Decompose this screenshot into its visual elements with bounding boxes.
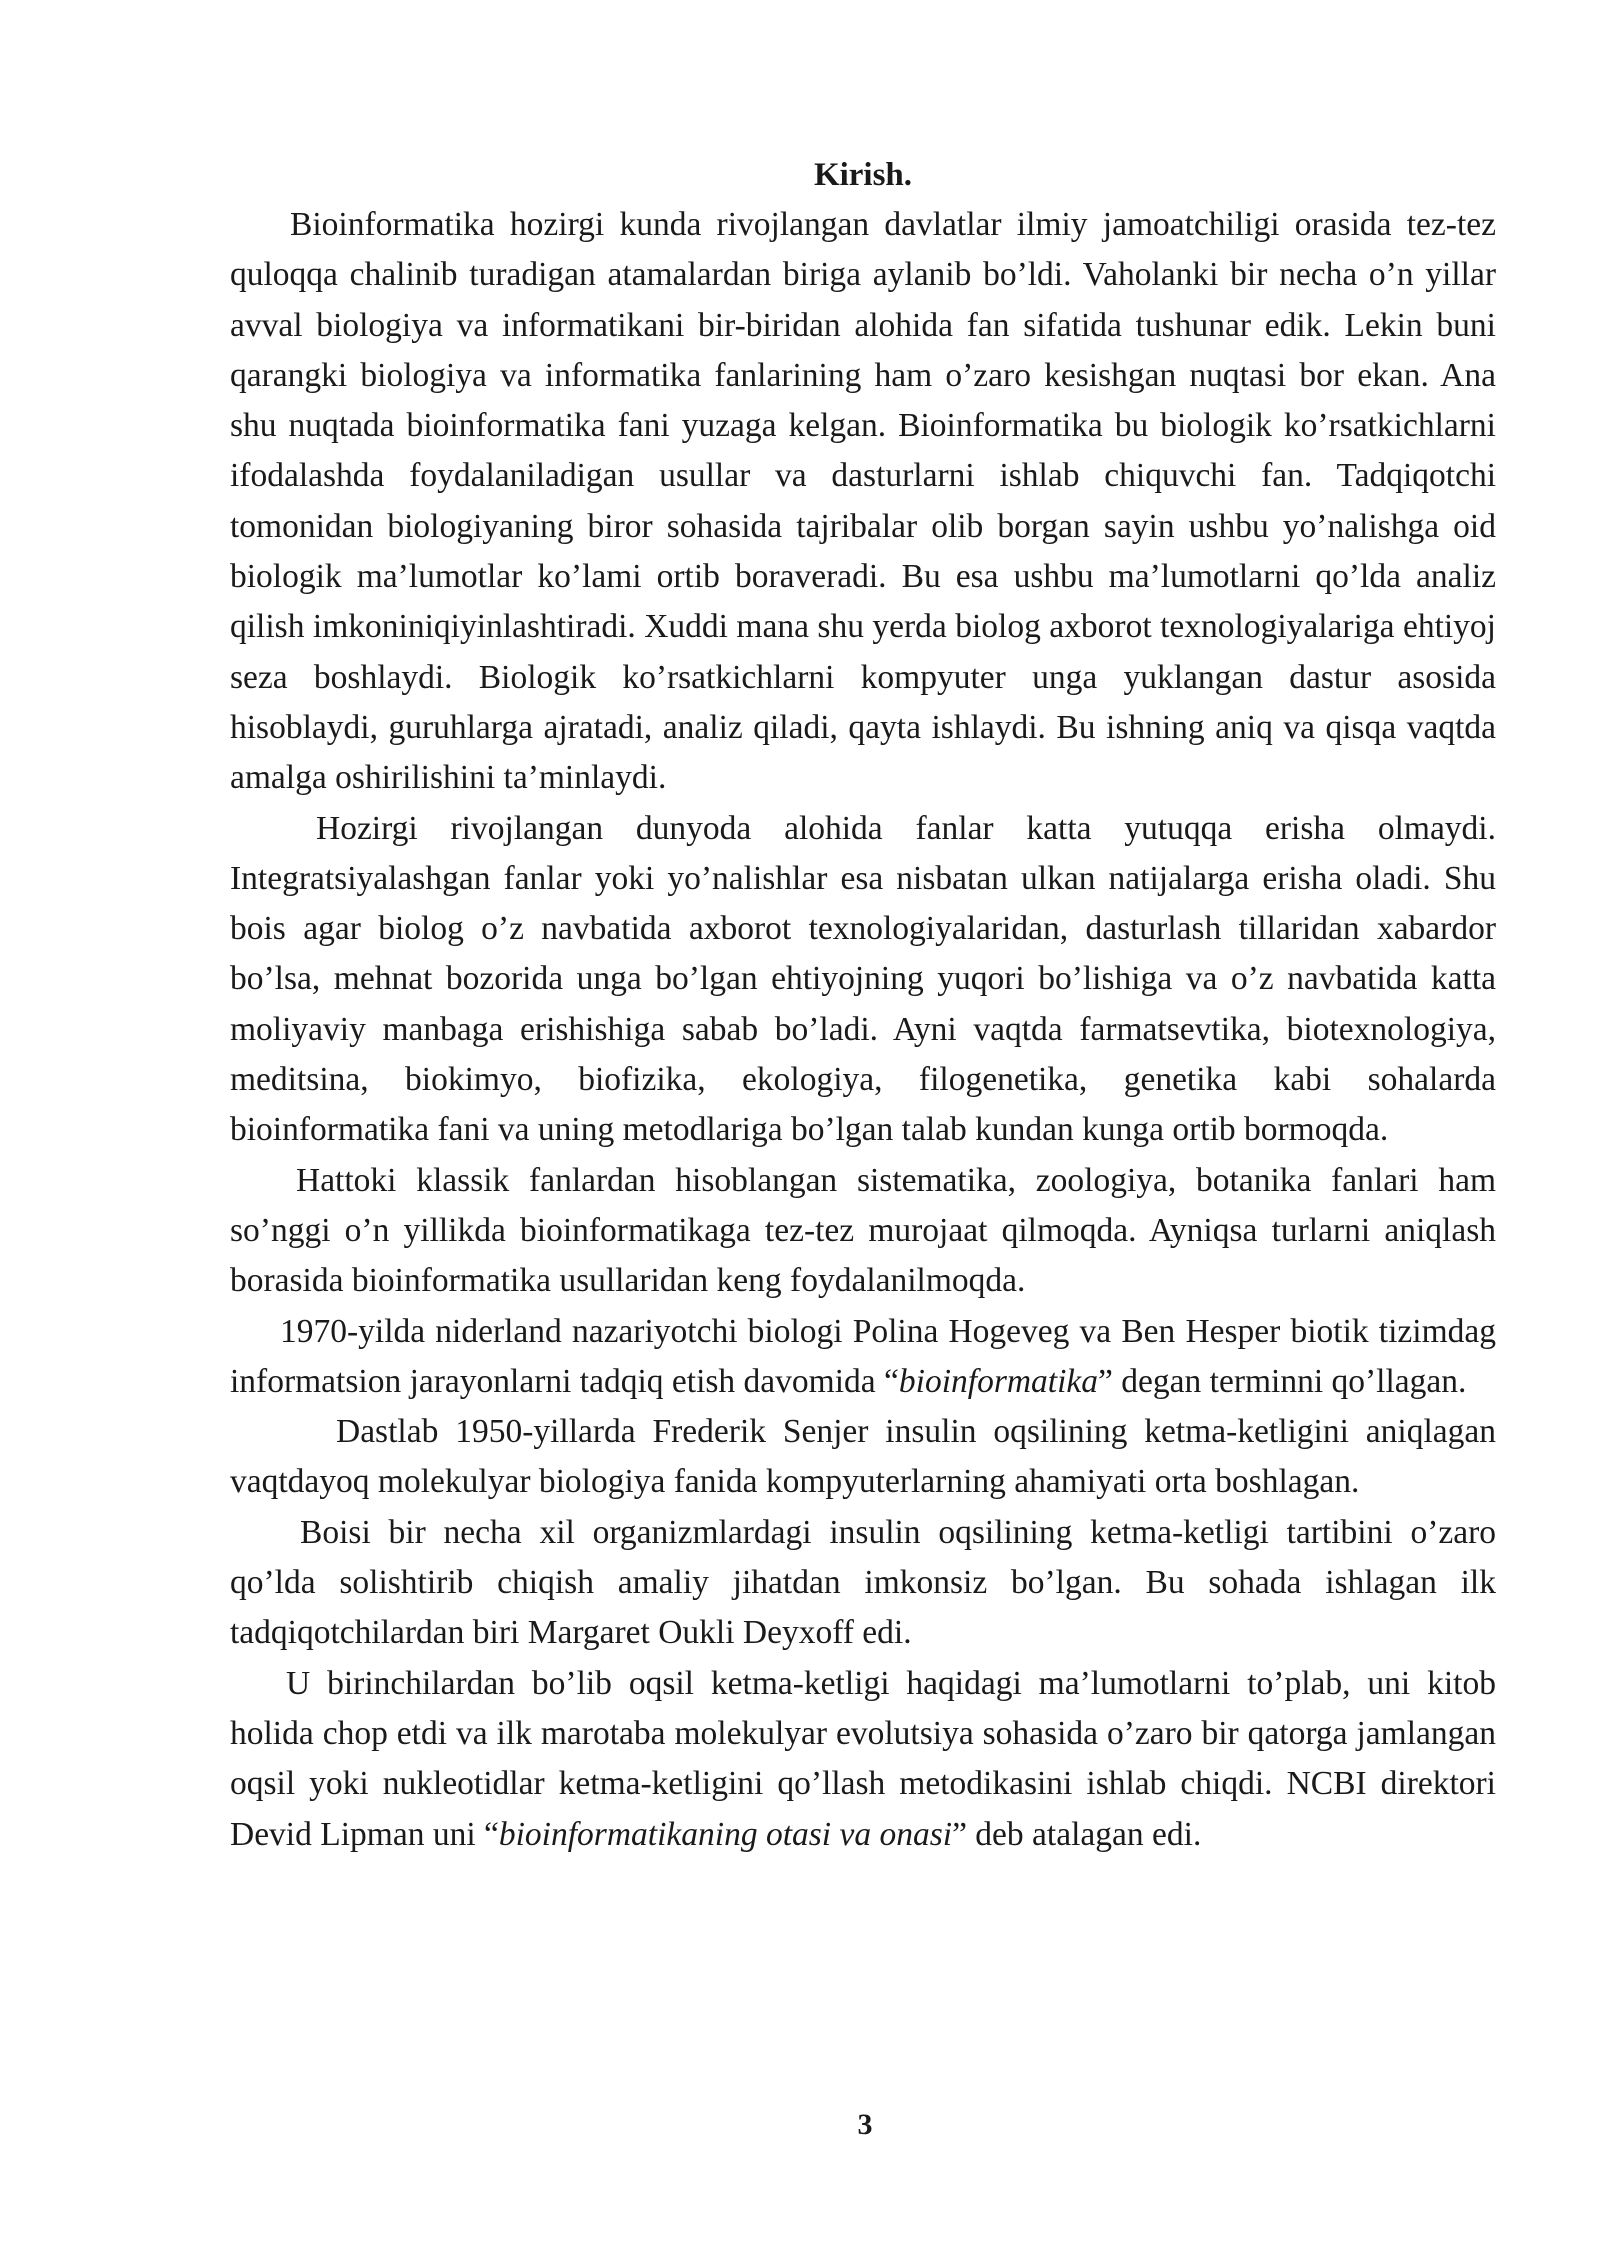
paragraph-7-text-end: ” deb atalagan edi. [952, 1815, 1202, 1853]
page-content [230, 150, 1496, 1860]
paragraph-4 [230, 1307, 1496, 1408]
paragraph-7-text-start: U birinchilardan bo’lib oqsil ketma-ketligi haqidagi ma’lumotlarni to’plab, uni kitob holida chop etdi va ilk marotaba molekulyar evolutsiya sohasida o’zaro bir qatorga jamlangan oqsil yoki nukleotidlar ketma-ketligini qo’llash metodikasini ishlab chiqdi. NCBI direktori Devid Lipman uni “ [230, 1664, 1496, 1853]
page-title: Kirish. [813, 157, 913, 193]
paragraph-3: Hattoki klassik fanlardan hisoblangan sistematika, zoologiya, botanika fanlari ham so’nggi o’n yillikda bioinformatikaga tez-tez murojaat qilmoqda. Ayniqsa turlarni aniqlash borasida bioinformatika usullaridan keng foydalanilmoqda. [230, 1161, 1496, 1300]
page-number [65, 2105, 1600, 2145]
paragraph-2: Hozirgi rivojlangan dunyoda alohida fanlar katta yutuqqa erisha olmaydi. Integratsiyalashgan fanlar yoki yo’nalishlar esa nisbatan ulkan natijalarga erisha oladi. Shu bois agar biolog o’z navbatida axborot texnologiyalaridan, dasturlash tillaridan xabardor bo’lsa, mehnat bozorida unga bo’lgan ehtiyojning yuqori bo’lishiga va o’z navbatida katta moliyaviy manbaga erishishiga sabab bo’ladi. Ayni vaqtda farmatsevtika, biotexnologiya, meditsina, biokimyo, biofizika, ekologiya, filogenetika, genetika kabi sohalarda bioinformatika fani va uning metodlariga bo’lgan talab kundan kunga ortib bormoqda. [230, 809, 1496, 1149]
paragraph-4-text-start: 1970-yilda niderland nazariyotchi biologi Polina Hogeveg va Ben Hesper biotik tizimdag informatsion jarayonlarni tadqiq etish davomida “ [230, 1312, 1496, 1400]
paragraph-6: Boisi bir necha xil organizmlardagi insulin oqsilining ketma-ketligi tartibini o’zaro qo’lda solishtirib chiqish amaliy jihatdan imkonsiz bo’lgan. Bu sohada ishlagan ilk tadqiqotchilardan biri Margaret Oukli Deyxoff edi. [230, 1513, 1496, 1652]
page-number-value: 3 [857, 2108, 873, 2141]
paragraph-5: Dastlab 1950-yillarda Frederik Senjer insulin oqsilining ketma-ketligini aniqlagan vaqtdayoq molekulyar biologiya fanida kompyuterlarning ahamiyati orta boshlagan. [230, 1413, 1496, 1501]
paragraph-4-text-end: ” degan terminni qo’llagan. [1098, 1362, 1467, 1400]
paragraph-1: Bioinformatika hozirgi kunda rivojlangan davlatlar ilmiy jamoatchiligi orasida tez-tez quloqqa chalinib turadigan atamalardan biriga aylanib bo’ldi. Vaholanki bir necha o’n yillar avval biologiya va informatikani bir-biridan alohida fan sifatida tushunar edik. Lekin buni qarangki biologiya va informatika fanlarining ham o’zaro kesishgan nuqtasi bor ekan. Ana shu nuqtada bioinformatika fani yuzaga kelgan. Bioinformatika bu biologik ko’rsatkichlarni ifodalashda foydalaniladigan usullar va dasturlarni ishlab chiquvchi fan. Tadqiqotchi tomonidan biologiyaning biror sohasida tajribalar olib borgan sayin ushbu yo’nalishga oid biologik ma’lumotlar ko’lami ortib boraveradi. Bu esa ushbu ma’lumotlarni qo’lda analiz qilish imkoniniqiyinlashtiradi. Xuddi mana shu yerda biolog axborot texnologiyalariga ehtiyoj seza boshlaydi. Biologik ko’rsatkichlarni kompyuter unga yuklangan dastur asosida hisoblaydi, guruhlarga ajratadi, analiz qiladi, qayta ishlaydi. Bu ishning aniq va qisqa vaqtda amalga oshirilishini ta’minlaydi. [230, 206, 1496, 797]
paragraph-4-italic-term: bioinformatika [898, 1362, 1099, 1400]
paragraph-7-italic-quote: bioinformatikaning otasi va onasi [498, 1815, 953, 1853]
paragraph-7 [230, 1659, 1496, 1860]
